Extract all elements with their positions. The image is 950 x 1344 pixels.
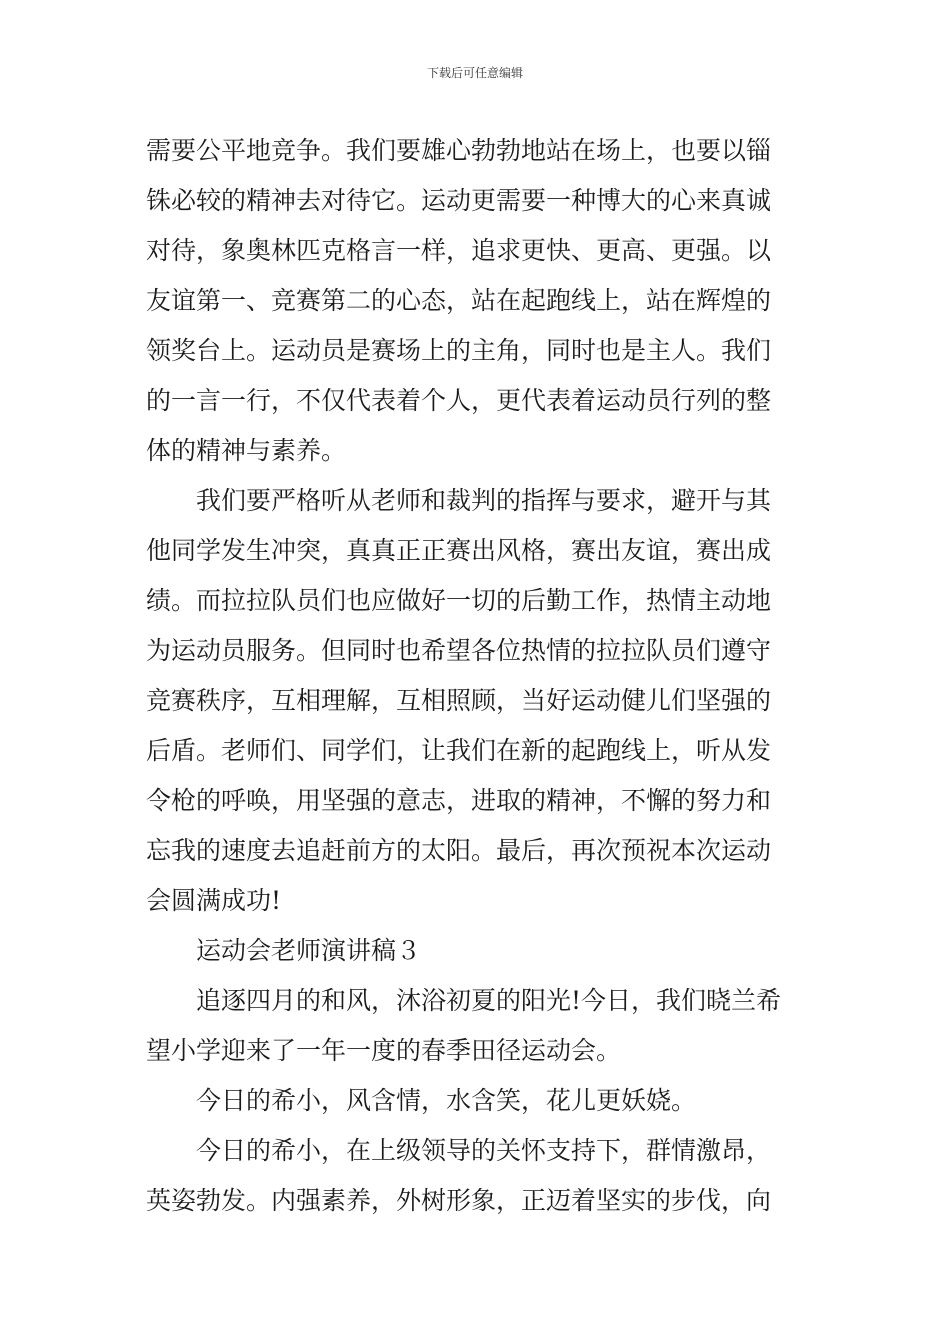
text-line: 令枪的呼唤，用坚强的意志，进取的精神，不懈的努力和 xyxy=(146,786,772,815)
paragraph-start-line: 今日的希小，风含情，水含笑，花儿更妖娆。 xyxy=(196,1086,697,1115)
paragraph-start-line: 我们要严格听从老师和裁判的指挥与要求，避开与其 xyxy=(196,486,772,515)
text-line: 英姿勃发。内强素养，外树形象，正迈着坚实的步伐，向 xyxy=(146,1186,772,1215)
text-line: 需要公平地竞争。我们要雄心勃勃地站在场上，也要以锱 xyxy=(146,136,772,165)
text-line: 会圆满成功! xyxy=(146,886,282,915)
document-body xyxy=(146,126,806,1226)
text-line: 友谊第一、竞赛第二的心态，站在起跑线上，站在辉煌的 xyxy=(146,286,772,315)
text-line: 竞赛秩序，互相理解，互相照顾，当好运动健儿们坚强的 xyxy=(146,686,772,715)
text-line: 望小学迎来了一年一度的春季田径运动会。 xyxy=(146,1036,622,1065)
paragraph-start-line: 今日的希小，在上级领导的关怀支持下，群情激昂， xyxy=(196,1136,772,1165)
text-line: 忘我的速度去追赶前方的太阳。最后，再次预祝本次运动 xyxy=(146,836,772,865)
text-line: 后盾。老师们、同学们，让我们在新的起跑线上，听从发 xyxy=(146,736,772,765)
text-line: 他同学发生冲突，真真正正赛出风格，赛出友谊，赛出成 xyxy=(146,536,772,565)
text-line: 体的精神与素养。 xyxy=(146,436,347,465)
text-line: 绩。而拉拉队员们也应做好一切的后勤工作，热情主动地 xyxy=(146,586,772,615)
page-header: 下载后可任意编辑 xyxy=(426,66,523,80)
text-line: 铢必较的精神去对待它。运动更需要一种博大的心来真诚 xyxy=(146,186,772,215)
section-title: 运动会老师演讲稿３ xyxy=(196,936,422,965)
text-line: 领奖台上。运动员是赛场上的主角，同时也是主人。我们 xyxy=(146,336,772,365)
text-line: 为运动员服务。但同时也希望各位热情的拉拉队员们遵守 xyxy=(146,636,772,665)
text-line: 的一言一行，不仅代表着个人，更代表着运动员行列的整 xyxy=(146,386,772,415)
text-line: 对待，象奥林匹克格言一样，追求更快、更高、更强。以 xyxy=(146,236,772,265)
paragraph-start-line: 追逐四月的和风，沐浴初夏的阳光!今日，我们晓兰希 xyxy=(196,986,782,1015)
